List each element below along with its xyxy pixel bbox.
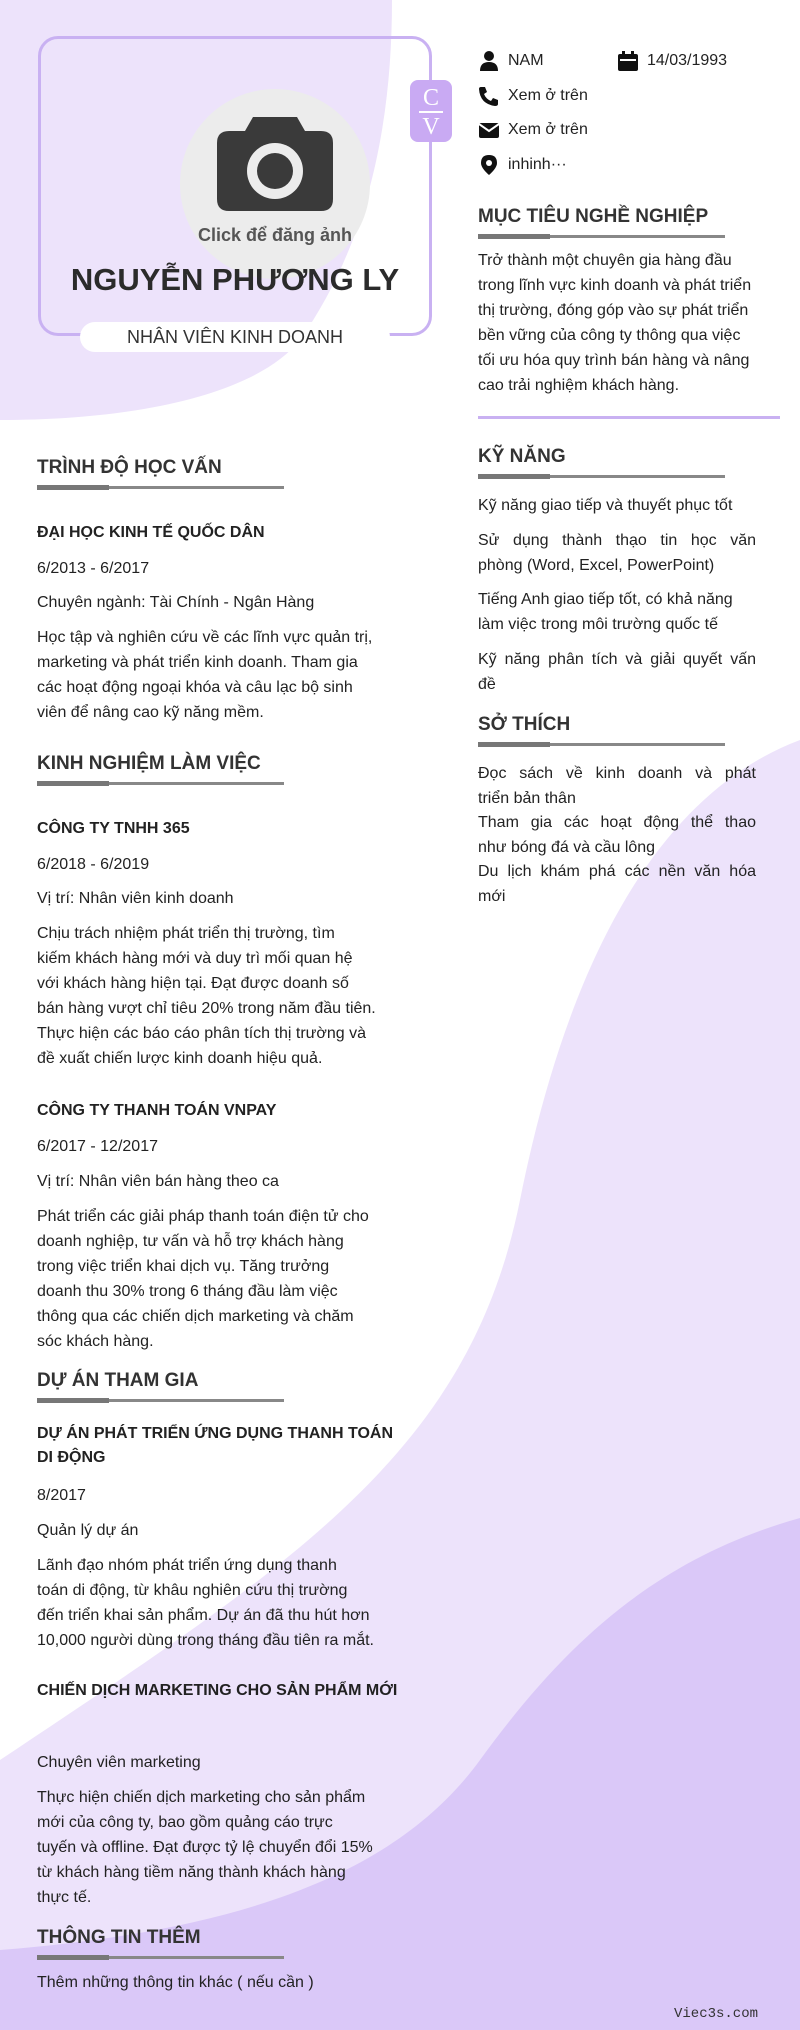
experience-heading: [37, 752, 284, 785]
job-period: 6/2017 - 12/2017: [37, 1138, 158, 1155]
job-period: 6/2018 - 6/2019: [37, 856, 150, 873]
section-rule: [478, 475, 725, 478]
skill-line: làm việc trong môi trường quốc tế: [478, 616, 718, 633]
education-period: 6/2013 - 6/2017: [37, 560, 150, 577]
project-name: [37, 1422, 417, 1470]
additional-heading: [37, 1926, 284, 1959]
contact-email: [478, 118, 638, 142]
career-goal-text: [478, 248, 778, 398]
experience-title: KINH NGHIỆM LÀM VIỆC: [37, 753, 261, 774]
hobby-line: như bóng đá và cầu lông: [478, 838, 656, 856]
hobby-line: triển bản thân: [478, 789, 576, 807]
contact-gender: [478, 49, 598, 73]
job-line: bán hàng vượt chỉ tiêu 20% trong năm đầu tiên.: [37, 1000, 376, 1017]
project-line: 10,000 người dùng trong tháng đầu tiên ra mắt.: [37, 1632, 374, 1649]
career-goal-line: bền vững của công ty thông qua việc: [478, 327, 741, 344]
job-line: với khách hàng hiện tại. Đạt được doanh số: [37, 975, 349, 992]
user-icon: [478, 51, 500, 71]
skill-item: [478, 647, 756, 697]
skill-line: Tiếng Anh giao tiếp tốt, có khả năng: [478, 591, 733, 608]
skill-line: Kỹ năng giao tiếp và thuyết phục tốt: [478, 497, 733, 514]
job-description: [37, 921, 407, 1071]
hobbies-text: [478, 762, 756, 909]
education-description: [37, 625, 407, 725]
education-line: Học tập và nghiên cứu về các lĩnh vực quản trị,: [37, 629, 373, 646]
job-position: Vị trí: Nhân viên kinh doanh: [37, 890, 234, 907]
candidate-name: NGUYỄN PHƯƠNG LY: [70, 262, 400, 297]
location-pin-icon: [478, 155, 500, 175]
skill-line: phòng (Word, Excel, PowerPoint): [478, 557, 715, 574]
avatar-caption: Click để đăng ảnh: [197, 225, 353, 245]
calendar-icon: [617, 51, 639, 71]
project-line: toán di động, từ khâu nghiên cứu thị trường: [37, 1582, 348, 1599]
project-line: đến triển khai sản phẩm. Dự án đã thu hút hơn: [37, 1607, 370, 1624]
career-goal-line: trong lĩnh vực kinh doanh và phát triển: [478, 277, 752, 294]
education-school: ĐẠI HỌC KINH TẾ QUỐC DÂN: [37, 524, 265, 541]
project-name-line: DỰ ÁN PHÁT TRIỂN ỨNG DỤNG THANH TOÁN: [37, 1425, 394, 1442]
hobby-line: Tham gia các hoạt động thể thao: [478, 814, 756, 831]
project-name-line: DI ĐỘNG: [37, 1449, 106, 1466]
address-value: inhinh···: [508, 156, 567, 173]
education-line: marketing và phát triển kinh doanh. Tham gia: [37, 654, 358, 671]
job-line: doanh thu 30% trong 6 tháng đầu làm việc: [37, 1283, 338, 1300]
section-rule: [37, 782, 284, 785]
job-line: sóc khách hàng.: [37, 1333, 154, 1350]
skills-title: KỸ NĂNG: [478, 446, 566, 467]
phone-icon: [478, 86, 500, 106]
job-company: CÔNG TY THANH TOÁN VNPAY: [37, 1102, 277, 1119]
hobby-line: mới: [478, 887, 506, 905]
projects-heading: [37, 1369, 284, 1402]
cv-badge-bar: [419, 111, 443, 113]
email-value: Xem ở trên: [508, 121, 588, 138]
project-line: từ khách hàng tiềm năng thành khách hàng: [37, 1864, 346, 1881]
cv-badge: [410, 80, 452, 142]
hobbies-title: SỞ THÍCH: [478, 714, 571, 735]
job-title: NHÂN VIÊN KINH DOANH: [80, 322, 390, 352]
education-line: viên để nâng cao kỹ năng mềm.: [37, 704, 264, 721]
project-role: Quản lý dự án: [37, 1522, 139, 1539]
section-rule: [478, 743, 725, 746]
additional-title: THÔNG TIN THÊM: [37, 1927, 201, 1948]
education-line: các hoạt động ngoại khóa và câu lạc bộ sinh: [37, 679, 353, 696]
job-description: [37, 1204, 407, 1354]
camera-icon: [217, 111, 333, 211]
additional-text: Thêm những thông tin khác ( nếu cần ): [37, 1974, 314, 1991]
job-line: Phát triển các giải pháp thanh toán điện tử cho: [37, 1208, 369, 1225]
contact-birthday: [617, 49, 767, 73]
job-line: thông qua các chiến dịch marketing và chăm: [37, 1308, 354, 1325]
career-goal-heading: [478, 205, 725, 238]
education-major: Chuyên ngành: Tài Chính - Ngân Hàng: [37, 594, 315, 611]
project-role: Chuyên viên marketing: [37, 1754, 201, 1771]
avatar-upload[interactable]: [180, 89, 370, 279]
career-goal-line: Trở thành một chuyên gia hàng đầu: [478, 252, 732, 269]
section-rule: [37, 1956, 284, 1959]
project-line: tuyến và offline. Đạt được tỷ lệ chuyển đổi 15%: [37, 1839, 373, 1856]
project-line: Lãnh đạo nhóm phát triển ứng dụng thanh: [37, 1557, 337, 1574]
project-description: [37, 1553, 407, 1653]
education-title: TRÌNH ĐỘ HỌC VẤN: [37, 457, 222, 478]
skill-item: [478, 493, 756, 518]
career-goal-line: cao trải nghiệm khách hàng.: [478, 377, 680, 394]
career-goal-line: thị trường, đóng góp vào sự phát triển: [478, 302, 749, 319]
birthday-value: 14/03/1993: [647, 52, 728, 69]
job-line: trong việc triển khai dịch vụ. Tăng trưởng: [37, 1258, 330, 1275]
project-line: Thực hiện chiến dịch marketing cho sản phẩm: [37, 1789, 366, 1806]
job-line: đề xuất chiến lược kinh doanh hiệu quả.: [37, 1050, 323, 1067]
cv-badge-c: C: [422, 85, 439, 111]
project-line: mới của công ty, bao gồm quảng cáo trực: [37, 1814, 333, 1831]
skill-line: Kỹ năng phân tích và giải quyết vấn: [478, 651, 756, 668]
job-position: Vị trí: Nhân viên bán hàng theo ca: [37, 1173, 279, 1190]
job-line: Chịu trách nhiệm phát triển thị trường, tìm: [37, 925, 335, 942]
skill-item: [478, 528, 756, 578]
job-company: CÔNG TY TNHH 365: [37, 820, 190, 837]
contact-phone: [478, 84, 638, 108]
skill-line: đề: [478, 676, 496, 693]
cv-badge-v: V: [422, 114, 440, 140]
job-line: doanh nghiệp, tư vấn và hỗ trợ khách hàng: [37, 1233, 344, 1250]
project-line: thực tế.: [37, 1889, 92, 1906]
footer-watermark: Viec3s.com: [674, 2006, 759, 2022]
job-line: Thực hiện các báo cáo phân tích thị trường và: [37, 1025, 366, 1042]
section-rule: [37, 486, 284, 489]
gender-value: NAM: [508, 52, 544, 69]
project-name: [37, 1678, 427, 1703]
career-goal-title: MỤC TIÊU NGHỀ NGHIỆP: [478, 206, 709, 227]
project-name-line: CHIẾN DỊCH MARKETING CHO SẢN PHẨM MỚI: [37, 1682, 398, 1699]
right-divider: [478, 416, 780, 419]
section-rule: [478, 235, 725, 238]
hobby-line: Đọc sách về kinh doanh và phát: [478, 765, 756, 782]
envelope-icon: [478, 120, 500, 140]
hobbies-heading: [478, 713, 725, 746]
skill-line: Sử dụng thành thạo tin học văn: [478, 532, 756, 549]
skill-item: [478, 587, 768, 637]
skills-heading: [478, 445, 725, 478]
project-description: [37, 1785, 407, 1910]
career-goal-line: tối ưu hóa quy trình bán hàng và nâng: [478, 352, 750, 369]
projects-title: DỰ ÁN THAM GIA: [37, 1370, 199, 1391]
hobby-line: Du lịch khám phá các nền văn hóa: [478, 863, 756, 880]
contact-address: [478, 153, 638, 177]
phone-value: Xem ở trên: [508, 87, 588, 104]
education-heading: [37, 456, 284, 489]
project-period: 8/2017: [37, 1487, 86, 1504]
section-rule: [37, 1399, 284, 1402]
job-line: kiếm khách hàng mới và duy trì mối quan hệ: [37, 950, 353, 967]
